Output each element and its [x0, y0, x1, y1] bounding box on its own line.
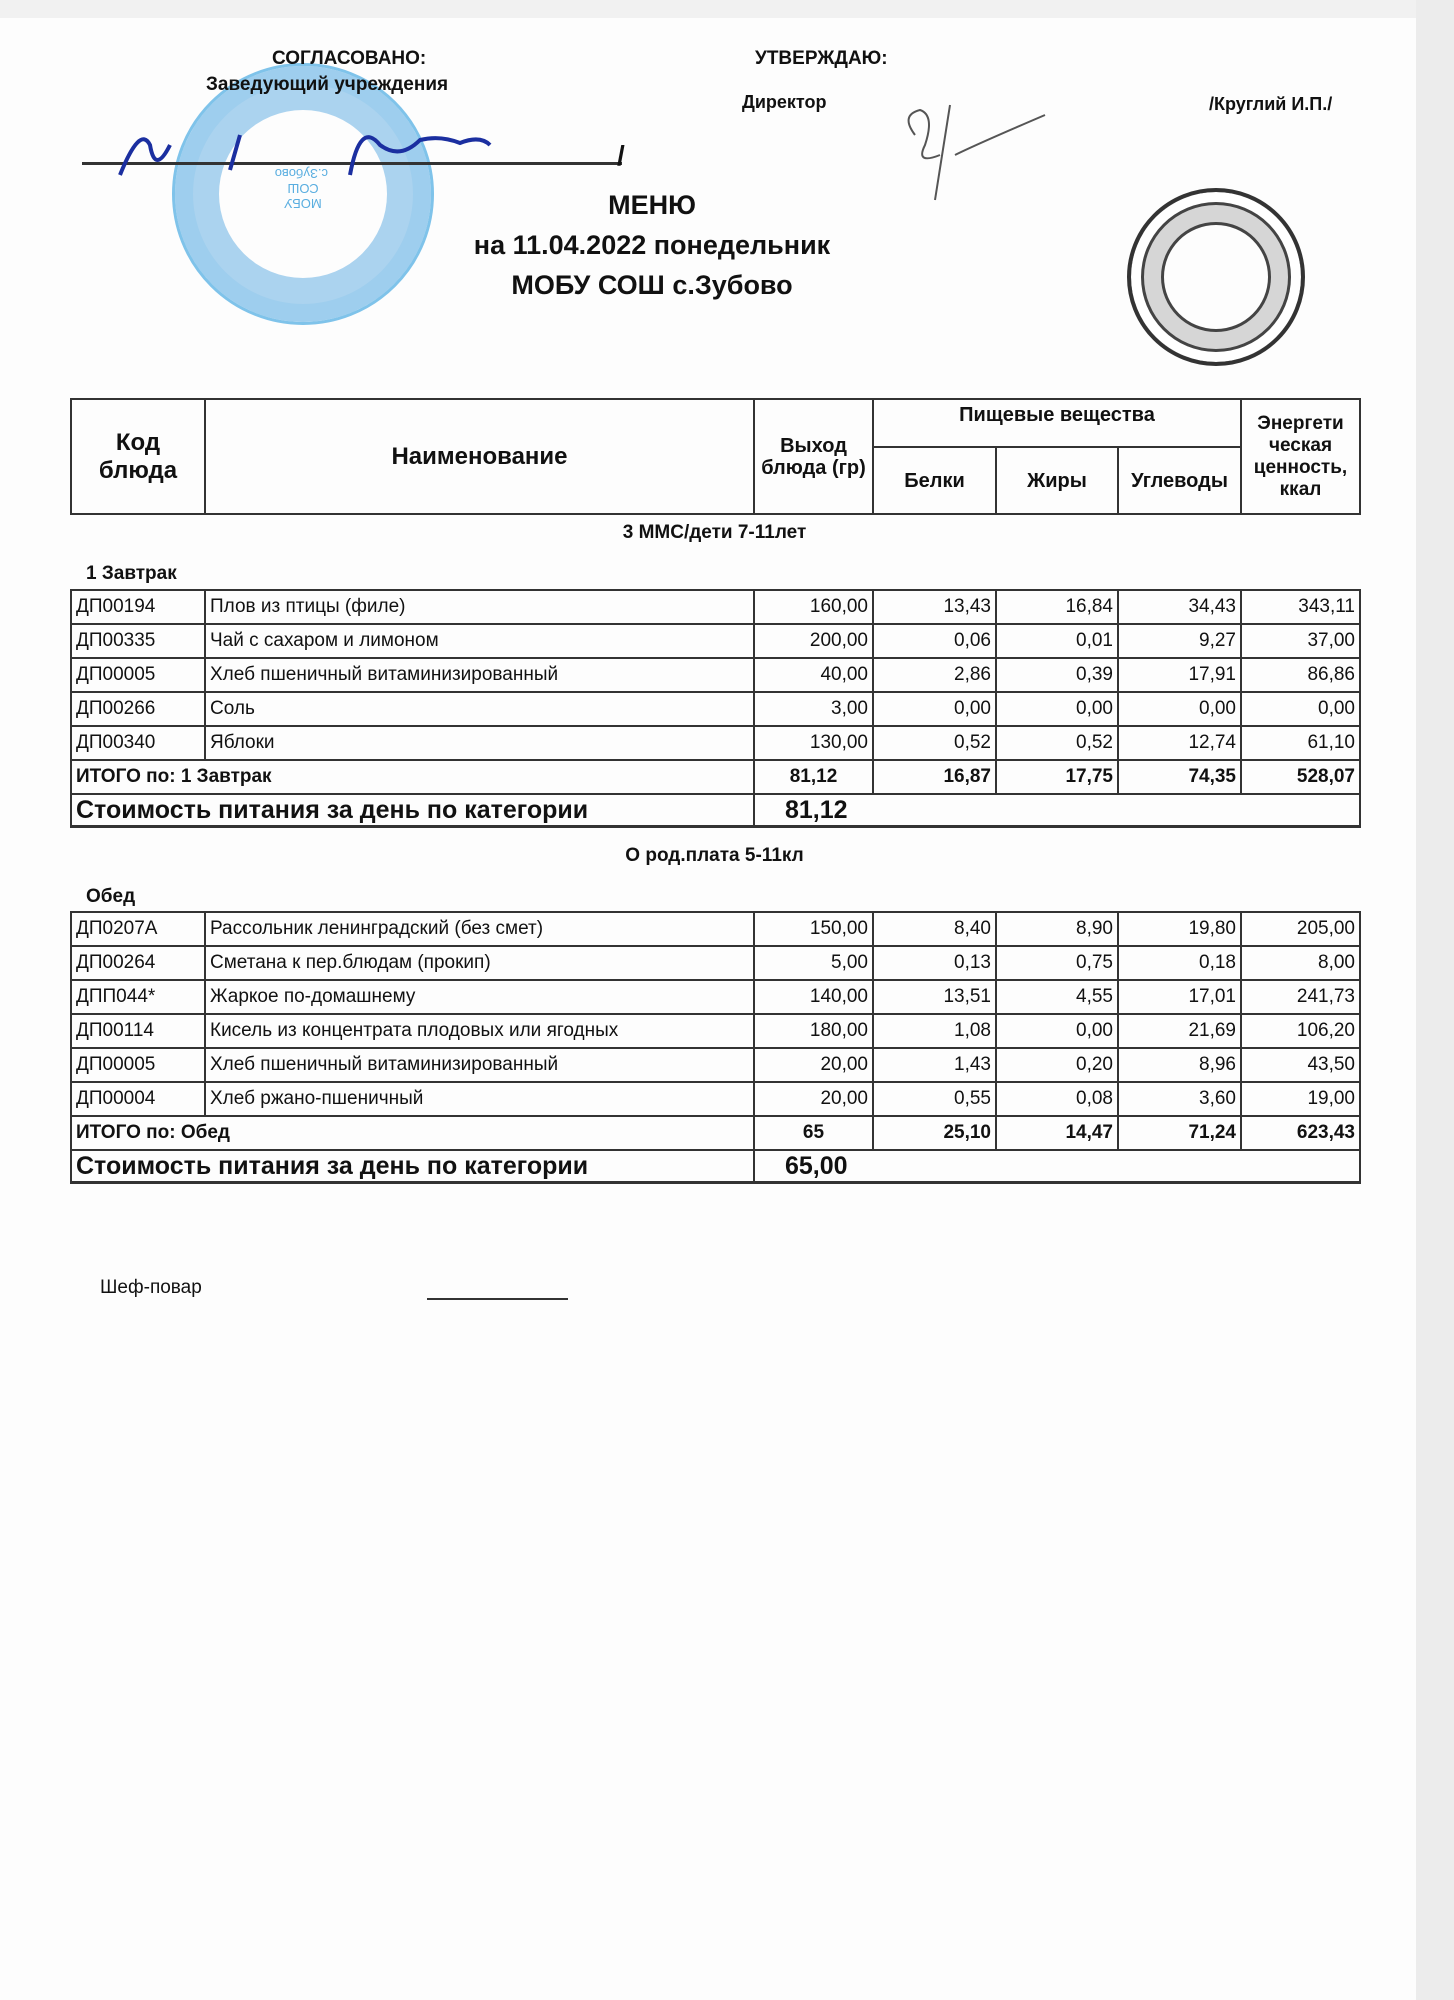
protein: 0,55 — [873, 1082, 996, 1116]
table-row — [71, 726, 1360, 760]
fat: 4,55 — [996, 980, 1118, 1014]
carbs: 9,27 — [1118, 624, 1241, 658]
table-row — [71, 1048, 1360, 1082]
protein: 0,13 — [873, 946, 996, 980]
dish-name: Хлеб пшеничный витаминизированный — [205, 658, 754, 692]
fat: 0,08 — [996, 1082, 1118, 1116]
protein: 8,40 — [873, 912, 996, 946]
menu-title: МЕНЮ — [608, 190, 696, 220]
total-label: ИТОГО по: Обед — [71, 1116, 754, 1150]
energy: 86,86 — [1241, 658, 1360, 692]
dish-name: Соль — [205, 692, 754, 726]
protein: 2,86 — [873, 658, 996, 692]
protein: 0,00 — [873, 692, 996, 726]
table-row — [71, 912, 1360, 946]
energy: 61,10 — [1241, 726, 1360, 760]
scan-edge — [1416, 0, 1454, 2000]
dish-code: ДП00005 — [71, 1048, 205, 1082]
carbs: 19,80 — [1118, 912, 1241, 946]
dish-code: ДП00114 — [71, 1014, 205, 1048]
dish-code: ДП00264 — [71, 946, 205, 980]
col-energy: Энергети ческая ценность, ккал — [1241, 399, 1360, 514]
energy: 8,00 — [1241, 946, 1360, 980]
approved-role: Директор — [742, 92, 827, 112]
cost-label: Стоимость питания за день по категории — [71, 1150, 754, 1183]
dish-code: ДП00194 — [71, 590, 205, 624]
fat: 0,00 — [996, 1014, 1118, 1048]
carbs: 21,69 — [1118, 1014, 1241, 1048]
table-row — [71, 1082, 1360, 1116]
dish-name: Кисель из концентрата плодовых или ягодных — [205, 1014, 754, 1048]
dish-yield: 160,00 — [754, 590, 873, 624]
dish-code: ДП00004 — [71, 1082, 205, 1116]
total-value: 528,07 — [1241, 760, 1360, 794]
total-value: 74,35 — [1118, 760, 1241, 794]
col-protein: Белки — [873, 447, 996, 514]
cost-value: 65,00 — [754, 1150, 1360, 1183]
agreed-label: СОГЛАСОВАНО: — [272, 48, 427, 69]
col-fat: Жиры — [996, 447, 1118, 514]
fat: 0,01 — [996, 624, 1118, 658]
protein: 0,06 — [873, 624, 996, 658]
slash: / — [617, 140, 625, 171]
dish-yield: 3,00 — [754, 692, 873, 726]
energy: 43,50 — [1241, 1048, 1360, 1082]
category-label: О род.плата 5-11кл — [625, 845, 804, 866]
fat: 8,90 — [996, 912, 1118, 946]
approved-name: /Круглий И.П./ — [1209, 94, 1333, 114]
menu-date: на 11.04.2022 понедельник — [473, 230, 831, 260]
dish-yield: 200,00 — [754, 624, 873, 658]
col-carbs: Углеводы — [1118, 447, 1241, 514]
cost-value: 81,12 — [754, 794, 1360, 827]
protein: 1,43 — [873, 1048, 996, 1082]
energy: 343,11 — [1241, 590, 1360, 624]
energy: 19,00 — [1241, 1082, 1360, 1116]
fat: 0,39 — [996, 658, 1118, 692]
cost-label: Стоимость питания за день по категории — [71, 794, 754, 827]
chef-label: Шеф-повар — [100, 1277, 202, 1298]
dish-yield: 140,00 — [754, 980, 873, 1014]
dish-code: ДПП044* — [71, 980, 205, 1014]
carbs: 17,91 — [1118, 658, 1241, 692]
total-value: 25,10 — [873, 1116, 996, 1150]
signature-director — [895, 95, 1055, 205]
carbs: 0,18 — [1118, 946, 1241, 980]
col-code: Код блюда — [71, 399, 205, 514]
energy: 205,00 — [1241, 912, 1360, 946]
dish-name: Хлеб ржано-пшеничный — [205, 1082, 754, 1116]
total-row — [71, 1116, 1360, 1150]
carbs: 3,60 — [1118, 1082, 1241, 1116]
total-value: 17,75 — [996, 760, 1118, 794]
energy: 241,73 — [1241, 980, 1360, 1014]
fat: 0,00 — [996, 692, 1118, 726]
meal-label: Обед — [86, 886, 136, 907]
dish-code: ДП00266 — [71, 692, 205, 726]
dish-name: Жаркое по-домашнему — [205, 980, 754, 1014]
table-row — [71, 590, 1360, 624]
table-row — [71, 980, 1360, 1014]
protein: 1,08 — [873, 1014, 996, 1048]
signature-agreed — [110, 115, 530, 185]
table-row — [71, 624, 1360, 658]
protein: 13,51 — [873, 980, 996, 1014]
dish-code: ДП00340 — [71, 726, 205, 760]
menu-header-table — [70, 398, 1361, 515]
dish-code: ДП00335 — [71, 624, 205, 658]
dish-yield: 130,00 — [754, 726, 873, 760]
total-value: 16,87 — [873, 760, 996, 794]
fat: 0,75 — [996, 946, 1118, 980]
carbs: 34,43 — [1118, 590, 1241, 624]
cost-row — [71, 1150, 1360, 1183]
scan-top-band — [0, 0, 1454, 18]
dish-name: Сметана к пер.блюдам (прокип) — [205, 946, 754, 980]
dish-yield: 20,00 — [754, 1082, 873, 1116]
lunch-table — [70, 911, 1361, 1184]
total-row — [71, 760, 1360, 794]
dish-yield: 150,00 — [754, 912, 873, 946]
stamp-text: МОБУ СОШ с.Зубово — [274, 166, 328, 211]
total-value: 65 — [754, 1116, 873, 1150]
total-label: ИТОГО по: 1 Завтрак — [71, 760, 754, 794]
dish-yield: 5,00 — [754, 946, 873, 980]
table-row — [71, 1014, 1360, 1048]
chef-signature-line — [427, 1298, 568, 1300]
total-value: 81,12 — [754, 760, 873, 794]
table-row — [71, 692, 1360, 726]
school-name: МОБУ СОШ с.Зубово — [511, 270, 793, 300]
breakfast-table — [70, 589, 1361, 828]
dish-yield: 40,00 — [754, 658, 873, 692]
energy: 37,00 — [1241, 624, 1360, 658]
fat: 0,52 — [996, 726, 1118, 760]
total-value: 71,24 — [1118, 1116, 1241, 1150]
energy: 106,20 — [1241, 1014, 1360, 1048]
dish-code: ДП0207А — [71, 912, 205, 946]
carbs: 12,74 — [1118, 726, 1241, 760]
table-row — [71, 658, 1360, 692]
carbs: 17,01 — [1118, 980, 1241, 1014]
director-stamp — [1127, 188, 1305, 366]
meal-label: 1 Завтрак — [86, 563, 177, 584]
total-value: 623,43 — [1241, 1116, 1360, 1150]
cost-row — [71, 794, 1360, 827]
col-name: Наименование — [205, 399, 754, 514]
table-row — [71, 946, 1360, 980]
protein: 0,52 — [873, 726, 996, 760]
fat: 16,84 — [996, 590, 1118, 624]
dish-name: Хлеб пшеничный витаминизированный — [205, 1048, 754, 1082]
dish-code: ДП00005 — [71, 658, 205, 692]
dish-name: Чай с сахаром и лимоном — [205, 624, 754, 658]
fat: 0,20 — [996, 1048, 1118, 1082]
category-label: 3 ММС/дети 7-11лет — [622, 522, 807, 543]
col-yield: Выход блюда (гр) — [754, 399, 873, 514]
dish-name: Плов из птицы (филе) — [205, 590, 754, 624]
agreed-role: Заведующий учреждения — [206, 74, 449, 95]
carbs: 0,00 — [1118, 692, 1241, 726]
carbs: 8,96 — [1118, 1048, 1241, 1082]
protein: 13,43 — [873, 590, 996, 624]
dish-yield: 20,00 — [754, 1048, 873, 1082]
energy: 0,00 — [1241, 692, 1360, 726]
dish-yield: 180,00 — [754, 1014, 873, 1048]
approved-label: УТВЕРЖДАЮ: — [755, 48, 888, 69]
col-nutrients: Пищевые вещества — [873, 399, 1241, 447]
dish-name: Рассольник ленинградский (без смет) — [205, 912, 754, 946]
total-value: 14,47 — [996, 1116, 1118, 1150]
dish-name: Яблоки — [205, 726, 754, 760]
